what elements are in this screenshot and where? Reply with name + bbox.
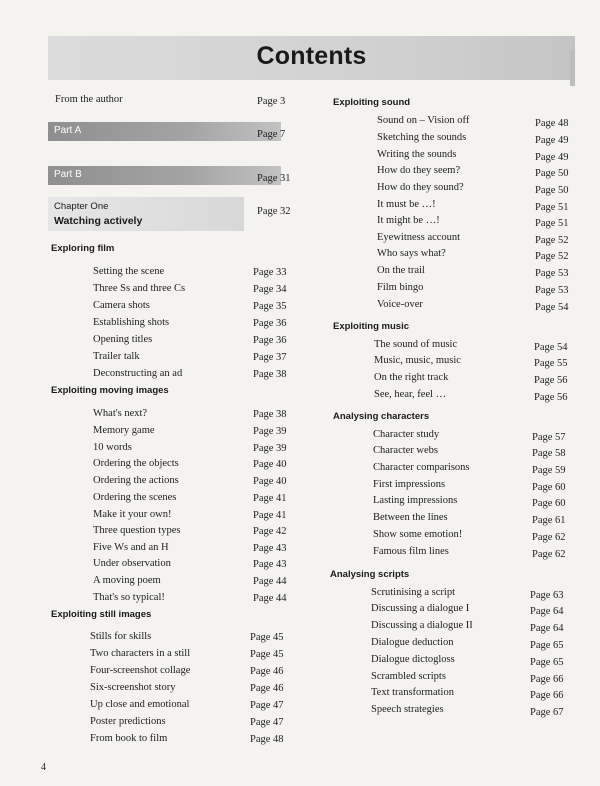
list-item-page: Page 39 — [253, 443, 287, 454]
list-item-label: Ordering the objects — [93, 458, 179, 469]
list-item-page: Page 36 — [253, 335, 287, 346]
list-item-label: Character study — [373, 429, 440, 440]
list-item-label: Show some emotion! — [373, 529, 463, 540]
list-item-page: Page 54 — [534, 342, 568, 353]
list-item-label: Music, music, music — [374, 355, 461, 366]
list-item-page: Page 46 — [250, 683, 284, 694]
chapter-name: Watching actively — [54, 215, 143, 227]
list-item-page: Page 38 — [253, 369, 287, 380]
list-item-page: Page 41 — [253, 493, 287, 504]
list-item-label: Lasting impressions — [373, 495, 458, 506]
list-item-page: Page 64 — [530, 606, 564, 617]
list-item-label: Five Ws and an H — [93, 542, 169, 553]
list-item-label: Under observation — [93, 558, 171, 569]
list-item-label: Four-screenshot collage — [90, 665, 191, 676]
list-item-label: On the trail — [377, 265, 425, 276]
list-item-label: Two characters in a still — [90, 648, 191, 659]
part-a-bar — [48, 122, 281, 141]
page-number: 4 — [41, 762, 46, 773]
list-item-label: Discussing a dialogue II — [371, 620, 473, 631]
list-item-page: Page 43 — [253, 543, 287, 554]
list-item-page: Page 62 — [532, 549, 566, 560]
list-item-label: Sketching the sounds — [377, 132, 467, 143]
list-item-page: Page 51 — [535, 218, 569, 229]
section-heading: Exploiting still images — [51, 609, 152, 620]
list-item-page: Page 60 — [532, 498, 566, 509]
list-item-page: Page 37 — [253, 352, 287, 363]
list-item-label: Memory game — [93, 425, 155, 436]
list-item-label: Stills for skills — [90, 631, 152, 642]
list-item-label: It must be …! — [377, 199, 436, 210]
list-item-label: A moving poem — [93, 575, 161, 586]
section-heading: Exploiting sound — [333, 97, 411, 108]
list-item-label: Six-screenshot story — [90, 682, 176, 693]
list-item-label: Up close and emotional — [90, 699, 190, 710]
list-item-label: Speech strategies — [371, 704, 444, 715]
list-item-page: Page 57 — [532, 432, 566, 443]
list-item-page: Page 40 — [253, 476, 287, 487]
list-item-label: Writing the sounds — [377, 149, 457, 160]
list-item-page: Page 50 — [535, 185, 569, 196]
list-item-label: Ordering the scenes — [93, 492, 177, 503]
part-a-label: Part A — [54, 125, 82, 136]
list-item-page: Page 53 — [535, 268, 569, 279]
list-item-page: Page 35 — [253, 301, 287, 312]
list-item-page: Page 45 — [250, 649, 284, 660]
list-item-label: Between the lines — [373, 512, 448, 523]
list-item-label: Voice-over — [377, 299, 423, 310]
list-item-label: Scrutinising a script — [371, 587, 455, 598]
list-item-label: On the right track — [374, 372, 449, 383]
list-item-page: Page 56 — [534, 392, 568, 403]
list-item-label: Text transformation — [371, 687, 454, 698]
list-item-page: Page 63 — [530, 590, 564, 601]
section-heading: Analysing scripts — [330, 569, 410, 580]
part-b-page: Page 31 — [257, 173, 291, 184]
list-item-label: Scrambled scripts — [371, 671, 446, 682]
list-item-page: Page 53 — [535, 285, 569, 296]
list-item-page: Page 34 — [253, 284, 287, 295]
list-item-page: Page 52 — [535, 251, 569, 262]
section-heading: Exploiting music — [333, 321, 410, 332]
list-item-label: Famous film lines — [373, 546, 449, 557]
section-heading: Exploiting moving images — [51, 385, 169, 396]
list-item-label: Three question types — [93, 525, 181, 536]
list-item-page: Page 44 — [253, 593, 287, 604]
list-item-page: Page 36 — [253, 318, 287, 329]
list-item-page: Page 47 — [250, 700, 284, 711]
list-item-label: Three Ss and three Cs — [93, 283, 186, 294]
list-item-label: See, hear, feel … — [374, 389, 447, 400]
list-item-label: How do they seem? — [377, 165, 461, 176]
list-item-page: Page 49 — [535, 135, 569, 146]
list-item-page: Page 65 — [530, 657, 564, 668]
list-item-page: Page 66 — [530, 674, 564, 685]
list-item-label: Camera shots — [93, 300, 150, 311]
chapter-box — [48, 197, 244, 231]
list-item-page: Page 54 — [535, 302, 569, 313]
section-heading: Analysing characters — [333, 411, 430, 422]
list-item-label: Sound on – Vision off — [377, 115, 470, 126]
list-item-page: Page 44 — [253, 576, 287, 587]
list-item-label: Character webs — [373, 445, 439, 456]
list-item-label: Poster predictions — [90, 716, 166, 727]
list-item-page: Page 67 — [530, 707, 564, 718]
list-item-label: That's so typical! — [93, 592, 165, 603]
list-item-page: Page 40 — [253, 459, 287, 470]
list-item-page: Page 62 — [532, 532, 566, 543]
page-title: Contents — [256, 42, 367, 70]
list-item-page: Page 65 — [530, 640, 564, 651]
list-item-label: Character comparisons — [373, 462, 470, 473]
list-item-label: It might be …! — [377, 215, 440, 226]
list-item-label: The sound of music — [374, 339, 458, 350]
from-author-page: Page 3 — [257, 96, 286, 107]
list-item-label: Setting the scene — [93, 266, 165, 277]
list-item-page: Page 58 — [532, 448, 566, 459]
list-item-page: Page 48 — [535, 118, 569, 129]
list-item-page: Page 48 — [250, 734, 284, 745]
list-item-label: Deconstructing an ad — [93, 368, 183, 379]
list-item-label: Make it your own! — [93, 509, 172, 520]
section-heading: Exploring film — [51, 243, 115, 254]
title-bar — [48, 36, 575, 80]
part-b-bar — [48, 166, 281, 185]
list-item-label: Film bingo — [377, 282, 424, 293]
list-item-label: From book to film — [90, 733, 168, 744]
list-item-page: Page 42 — [253, 526, 287, 537]
list-item-page: Page 45 — [250, 632, 284, 643]
list-item-label: Establishing shots — [93, 317, 170, 328]
part-a-page: Page 7 — [257, 129, 286, 140]
list-item-page: Page 50 — [535, 168, 569, 179]
list-item-label: First impressions — [373, 479, 446, 490]
list-item-page: Page 60 — [532, 482, 566, 493]
list-item-page: Page 47 — [250, 717, 284, 728]
list-item-label: What's next? — [93, 408, 148, 419]
list-item-page: Page 55 — [534, 358, 568, 369]
list-item-page: Page 56 — [534, 375, 568, 386]
chapter-page: Page 32 — [257, 206, 291, 217]
list-item-page: Page 46 — [250, 666, 284, 677]
list-item-label: Dialogue dictogloss — [371, 654, 455, 665]
list-item-label: Ordering the actions — [93, 475, 179, 486]
list-item-label: 10 words — [93, 442, 132, 453]
list-item-page: Page 39 — [253, 426, 287, 437]
list-item-page: Page 64 — [530, 623, 564, 634]
list-item-page: Page 49 — [535, 152, 569, 163]
list-item-page: Page 41 — [253, 510, 287, 521]
from-author-label: From the author — [55, 94, 123, 105]
list-item-label: Discussing a dialogue I — [371, 603, 470, 614]
list-item-label: Dialogue deduction — [371, 637, 454, 648]
list-item-page: Page 43 — [253, 559, 287, 570]
list-item-label: Opening titles — [93, 334, 153, 345]
list-item-page: Page 52 — [535, 235, 569, 246]
list-item-label: How do they sound? — [377, 182, 464, 193]
list-item-page: Page 33 — [253, 267, 287, 278]
list-item-page: Page 38 — [253, 409, 287, 420]
chapter-number: Chapter One — [54, 201, 109, 212]
list-item-label: Who says what? — [377, 248, 446, 259]
list-item-page: Page 66 — [530, 690, 564, 701]
list-item-page: Page 51 — [535, 202, 569, 213]
list-item-page: Page 61 — [532, 515, 566, 526]
list-item-label: Eyewitness account — [377, 232, 461, 243]
list-item-label: Trailer talk — [93, 351, 140, 362]
part-b-label: Part B — [54, 169, 82, 180]
list-item-page: Page 59 — [532, 465, 566, 476]
